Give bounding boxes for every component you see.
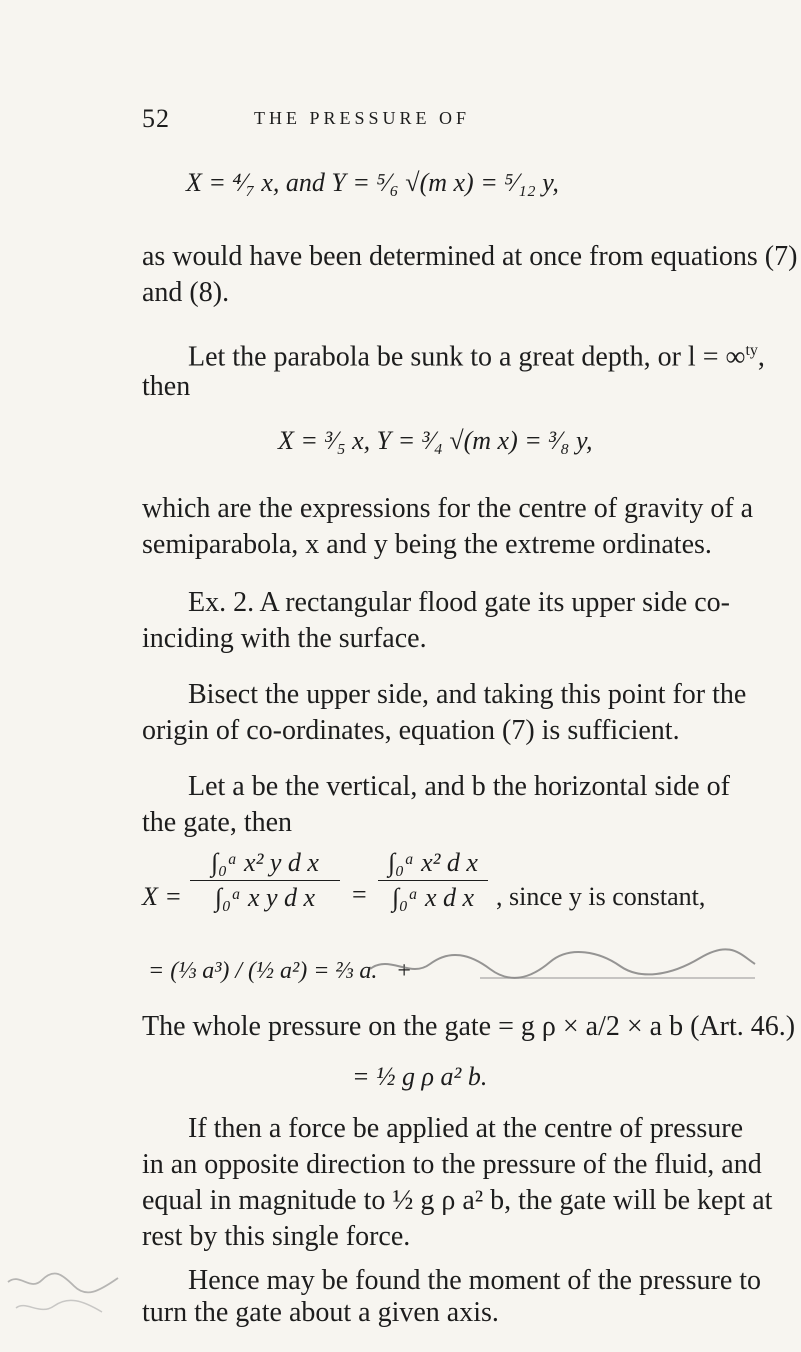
equation-centre-of-gravity: X = ⁴⁄₇ x, and Y = ⁵⁄₆ √(m x) = ⁵⁄₁₂ y,: [186, 168, 559, 197]
equals-sign: =: [352, 880, 367, 909]
running-head: THE PRESSURE OF: [254, 108, 471, 128]
paragraph-line: then: [142, 371, 191, 402]
fraction-one-numerator: ∫₀ᵃ x² y d x: [190, 848, 340, 881]
paragraph-line: turn the gate about a given axis.: [142, 1297, 499, 1328]
since-text: , since y is constant,: [496, 882, 706, 911]
page-header: [142, 104, 702, 134]
paragraph-text: Let the parabola be sunk to a great depth, or l = ∞: [188, 341, 746, 373]
fraction-one: [190, 848, 340, 913]
paragraph-line: [188, 334, 798, 374]
margin-scribble-icon: [0, 1262, 135, 1332]
paragraph-line: semiparabola, x and y being the extreme ordinates.: [142, 529, 712, 560]
fraction-two-denominator: ∫₀ᵃ x d x: [391, 883, 475, 912]
paragraph-line: origin of co-ordinates, equation (7) is sufficient.: [142, 715, 680, 746]
paragraph-line: in an opposite direction to the pressure of the fluid, and: [142, 1149, 762, 1180]
paragraph-line: Let a be the vertical, and b the horizontal side of: [188, 771, 730, 802]
example-heading: Ex. 2. A rectangular flood gate its upper side co-: [188, 587, 730, 618]
paragraph-line: and (8).: [142, 277, 230, 308]
handwritten-scribble-icon: [360, 934, 760, 994]
page-number: 52: [142, 104, 170, 133]
paragraph-line: the gate, then: [142, 807, 293, 838]
pressure-result: = ½ g ρ a² b.: [352, 1062, 488, 1091]
paragraph-line: as would have been determined at once from equations (7): [142, 241, 798, 272]
paragraph-line: Bisect the upper side, and taking this point for the: [188, 679, 747, 710]
equation-semiparabola: X = ³⁄₅ x, Y = ³⁄₄ √(m x) = ³⁄₈ y,: [278, 426, 593, 455]
paragraph-line: If then a force be applied at the centre of pressure: [188, 1113, 744, 1144]
x-label: X =: [142, 882, 182, 911]
comma: ,: [757, 341, 765, 373]
equation-result-text: = (⅓ a³) / (½ a²) = ⅔ a.: [148, 958, 378, 984]
paragraph-line: inciding with the surface.: [142, 623, 427, 654]
superscript: ty: [745, 342, 758, 359]
paragraph-line: equal in magnitude to ½ g ρ a² b, the gate will be kept at: [142, 1185, 773, 1216]
pressure-line: The whole pressure on the gate = g ρ × a/2 × a b (Art. 46.): [142, 1011, 796, 1042]
paragraph-line: which are the expressions for the centre of gravity of a: [142, 493, 754, 524]
fraction-two-numerator: ∫₀ᵃ x² d x: [378, 848, 488, 881]
fraction-two: [378, 848, 488, 913]
paragraph-line: Hence may be found the moment of the pressure to: [188, 1265, 762, 1296]
fraction-one-denominator: ∫₀ᵃ x y d x: [214, 883, 316, 912]
paragraph-line: rest by this single force.: [142, 1221, 411, 1252]
plus-mark: +: [397, 958, 411, 984]
